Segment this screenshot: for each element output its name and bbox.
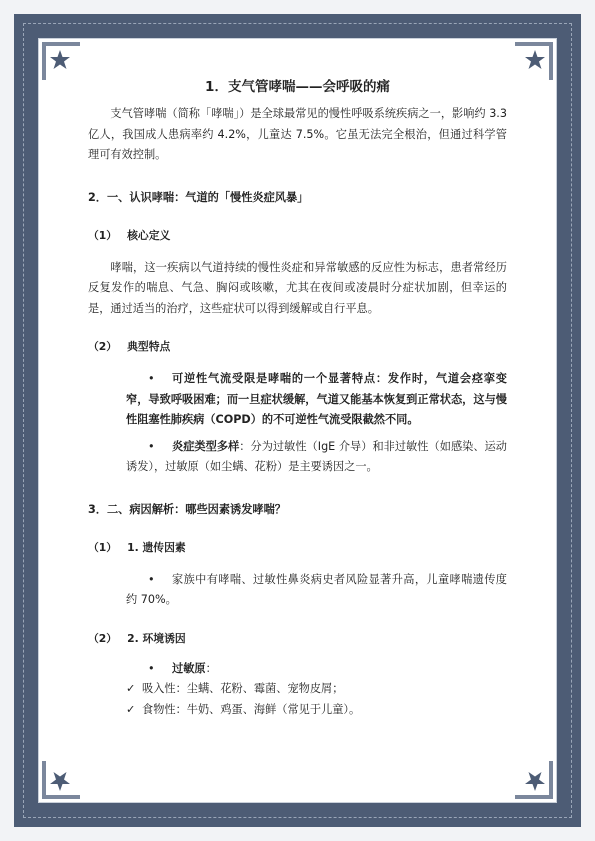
bullet-text	[126, 437, 507, 478]
subheading-core-definition	[88, 226, 507, 246]
bullet-icon: •	[148, 661, 155, 675]
subheading-number: （2）	[88, 631, 118, 645]
subheading-typical-features	[88, 337, 507, 357]
corner-ornament-bottom-right	[507, 753, 567, 813]
check-icon: ✓	[126, 702, 136, 716]
page-title: 1．支气管哮喘——会呼吸的痛	[205, 79, 390, 95]
subheading-label: 核心定义	[127, 228, 171, 242]
bullet-text: 可逆性气流受限是哮喘的一个显著特点：发作时，气道会痉挛变窄，导致呼吸困难；而一旦症状缓解，气道又能基本恢复到正常状态，这与慢性阻塞性肺疾病（COPD）的不可逆性气流受限截然不同。	[126, 372, 507, 426]
subheading-environment	[88, 629, 507, 649]
definition-paragraph: 哮喘，这一疾病以气道持续的慢性炎症和异常敏感的反应性为标志，患者常经历反复发作的喘息、气急、胸闷或咳嗽，尤其在夜间或凌晨时分症状加剧，但幸运的是，通过适当的治疗，这些症状可以得到缓解或自行平息。	[88, 260, 507, 315]
bullet-rest: ：	[205, 661, 217, 675]
list-item	[88, 369, 507, 431]
corner-ornament-bottom-left	[28, 753, 88, 813]
subheading-number: （1）	[88, 540, 118, 554]
bullet-rest: ：分为过敏性（IgE 介导）和非过敏性（如感染、运动诱发），过敏原（如尘螨、花粉）是主要诱因之一。	[126, 439, 507, 473]
corner-ornament-top-left	[28, 28, 88, 88]
list-item	[88, 570, 507, 611]
subheading-number: （2）	[88, 340, 118, 353]
bullet-icon: •	[148, 372, 155, 385]
star-icon	[525, 50, 545, 69]
bullet-text	[126, 659, 507, 680]
check-item-food	[88, 700, 507, 721]
bullet-strong: 炎症类型多样	[172, 439, 240, 453]
star-icon	[50, 772, 70, 791]
check-text: 食物性：牛奶、鸡蛋、海鲜（常见于儿童）。	[142, 702, 361, 716]
subheading-label: 1. 遗传因素	[127, 540, 186, 554]
section-heading-2: 3．二、病因解析：哪些因素诱发哮喘？	[88, 502, 286, 516]
check-text: 吸入性：尘螨、花粉、霉菌、宠物皮屑；	[142, 682, 344, 695]
bullet-text: 家族中有哮喘、过敏性鼻炎病史者风险显著升高，儿童哮喘遗传度约 70%。	[126, 572, 507, 606]
document-body	[88, 72, 507, 720]
subheading-label: 2. 环境诱因	[127, 631, 186, 645]
star-icon	[525, 772, 545, 791]
check-icon: ✓	[126, 682, 136, 695]
corner-ornament-top-right	[507, 28, 567, 88]
list-item	[88, 437, 507, 478]
star-icon	[50, 50, 70, 69]
bullet-icon: •	[148, 439, 155, 453]
intro-paragraph: 支气管哮喘（简称「哮喘」）是全球最常见的慢性呼吸系统疾病之一，影响约 3.3 亿人，我国成人患病率约 4.2%，儿童达 7.5%。它虽无法完全根治，但通过科学管理可有效控制。	[88, 107, 507, 161]
section-heading-1: 2．一、认识哮喘：气道的「慢性炎症风暴」	[88, 190, 309, 204]
bullet-icon: •	[148, 572, 155, 586]
list-item	[88, 659, 507, 680]
subheading-label: 典型特点	[127, 340, 171, 353]
check-item-inhaled	[88, 679, 507, 700]
subheading-genetic	[88, 538, 507, 558]
subheading-number: （1）	[88, 228, 118, 242]
bullet-strong: 过敏原	[172, 661, 206, 675]
